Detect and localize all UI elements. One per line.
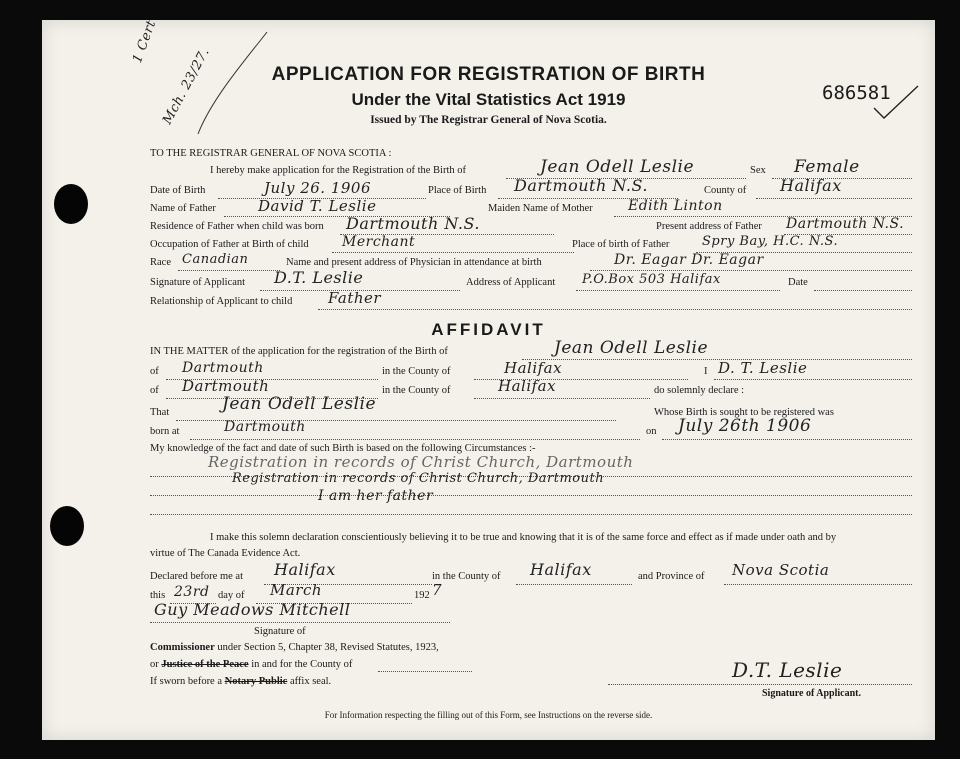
in-county-label-3: in the County of — [432, 571, 501, 582]
form-issuer: Issued by The Registrar General of Nova Scotia. — [370, 114, 607, 126]
declared-at-value: Halifax — [274, 560, 336, 579]
in-the-matter-label: IN THE MATTER of the application for the registration of the Birth of — [150, 346, 448, 357]
county-line-2 — [474, 398, 650, 399]
race-line — [178, 270, 280, 271]
margin-bracket-stroke — [192, 28, 272, 138]
born-on-value: July 26th 1906 — [678, 416, 812, 436]
affidavit-heading: AFFIDAVIT — [431, 320, 546, 339]
on-label: on — [646, 426, 657, 437]
relationship-value: Father — [328, 289, 382, 307]
race-label: Race — [150, 257, 171, 268]
county-line — [756, 198, 912, 199]
father-name-value: David T. Leslie — [258, 197, 377, 215]
place-birth-father-label: Place of birth of Father — [572, 239, 670, 250]
notary-line — [150, 676, 331, 688]
applicant-signature-line — [608, 684, 912, 685]
whose-birth-label: Whose Birth is sought to be registered was — [654, 407, 834, 418]
circumstance-rule-3 — [150, 514, 912, 515]
form-title: APPLICATION FOR REGISTRATION OF BIRTH — [271, 64, 706, 85]
do-solemnly-declare-label: do solemnly declare : — [654, 385, 745, 396]
circumstance-rule-2 — [150, 495, 912, 496]
declared-province-line — [724, 584, 912, 585]
physician-line — [590, 270, 912, 271]
race-value: Canadian — [182, 252, 249, 267]
affidavit-child-line — [522, 359, 912, 360]
address-applicant-line — [576, 290, 780, 291]
mother-maiden-name-label: Maiden Name of Mother — [488, 203, 593, 214]
born-at-line — [190, 439, 640, 440]
born-at-label: born at — [150, 426, 180, 437]
of-place-value-1: Dartmouth — [182, 360, 264, 376]
present-address-father-label: Present address of Father — [656, 221, 762, 232]
address-applicant-value: P.O.Box 503 Halifax — [582, 272, 721, 287]
county-value-1: Halifax — [504, 359, 563, 377]
of-label-1: of — [150, 366, 159, 377]
birth-registration-form — [42, 20, 935, 740]
commissioner-signature-line — [150, 622, 450, 623]
form-subtitle: Under the Vital Statistics Act 1919 — [351, 90, 626, 109]
notary-public-label: Notary Public — [224, 676, 288, 687]
date-line — [814, 290, 912, 291]
signature-applicant-label: Signature of Applicant — [150, 277, 246, 288]
circumstance-line-1: Registration in records of Christ Church, Dartmouth — [208, 453, 634, 471]
if-sworn-label: If sworn before a — [150, 676, 223, 687]
province-label: and Province of — [638, 571, 705, 582]
that-name-value: Jean Odell Leslie — [222, 394, 377, 414]
residence-father-value: Dartmouth N.S. — [346, 214, 480, 233]
i-label: I — [704, 366, 708, 377]
date-of-birth-value: July 26. 1906 — [264, 179, 372, 197]
born-at-value: Dartmouth — [224, 419, 306, 435]
justice-line — [150, 659, 352, 671]
this-label: this — [150, 590, 166, 601]
punch-hole-top — [54, 184, 88, 224]
in-county-label-1: in the County of — [382, 366, 451, 377]
date-label: Date — [788, 277, 808, 288]
punch-hole-bottom — [50, 506, 84, 546]
circumstance-line-3: I am her father — [318, 488, 434, 504]
commissioner-signature: Guy Meadows Mitchell — [154, 600, 351, 619]
affidavit-child-name: Jean Odell Leslie — [554, 338, 709, 358]
signature-of-label: Signature of — [254, 626, 306, 637]
that-label: That — [150, 407, 170, 418]
signature-applicant-value: D.T. Leslie — [274, 268, 364, 287]
place-of-birth-value: Dartmouth N.S. — [514, 176, 648, 195]
to-registrar-label: TO THE REGISTRAR GENERAL OF NOVA SCOTIA : — [150, 148, 392, 159]
of-label-2: of — [150, 385, 159, 396]
justice-county-line — [378, 671, 472, 672]
in-county-label-2: in the County of — [382, 385, 451, 396]
day-of-label: day of — [218, 590, 245, 601]
day-value: 23rd — [174, 584, 210, 600]
present-address-father-value: Dartmouth N.S. — [786, 216, 905, 232]
check-mark-icon — [872, 82, 922, 122]
affix-seal-label: affix seal. — [289, 676, 332, 687]
registration-number-stamp: 686581 — [822, 82, 891, 104]
commissioner-label: Commissioner — [150, 642, 215, 653]
occupation-father-value: Merchant — [342, 234, 416, 250]
of-place-value-2: Dartmouth — [182, 377, 270, 395]
place-of-birth-label: Place of Birth — [428, 185, 487, 196]
county-label: County of — [704, 185, 747, 196]
circumstance-line-2: Registration in records of Christ Church, Dartmouth — [232, 471, 605, 486]
county-value: Halifax — [780, 176, 842, 195]
declared-county-value: Halifax — [530, 560, 592, 579]
physician-value: Dr. Eagar Dr. Eagar — [614, 252, 764, 268]
solemn-declaration-line-1: I make this solemn declaration conscientiously believing it to be true and knowing that it is of the same force and effect as if made under oath and by — [210, 532, 837, 543]
declared-before-label: Declared before me at — [150, 571, 243, 582]
physician-label: Name and present address of Physician in attendance at birth — [286, 257, 542, 268]
applicant-signature-label: Signature of Applicant. — [762, 688, 861, 699]
declared-county-line — [516, 584, 632, 585]
sex-value: Female — [794, 157, 860, 177]
residence-father-label: Residence of Father when child was born — [150, 221, 324, 232]
place-birth-father-value: Spry Bay, H.C. N.S. — [702, 234, 839, 249]
margin-note-date: Mch. 23/27. — [160, 45, 213, 128]
sex-label: Sex — [750, 165, 766, 176]
year-prefix-label: 192 — [414, 590, 430, 601]
county-clause-label: in and for the County of — [251, 659, 353, 670]
mother-maiden-name-value: Edith Linton — [628, 198, 723, 214]
solemn-declaration-line-2: virtue of The Canada Evidence Act. — [150, 548, 301, 559]
declarant-value: D. T. Leslie — [718, 359, 808, 377]
commissioner-statute-label: under Section 5, Chapter 38, Revised Statutes, 1923, — [217, 642, 439, 653]
father-name-label: Name of Father — [150, 203, 216, 214]
or-label: or — [150, 659, 159, 670]
justice-of-peace-label: Justice of the Peace — [161, 659, 249, 670]
county-value-2: Halifax — [498, 377, 557, 395]
year-digit-value: 7 — [432, 581, 443, 599]
relationship-line — [318, 309, 912, 310]
relationship-label: Relationship of Applicant to child — [150, 296, 293, 307]
applicant-signature: D.T. Leslie — [732, 658, 843, 682]
occupation-father-line — [332, 252, 574, 253]
month-value: March — [270, 581, 323, 599]
child-name-value: Jean Odell Leslie — [540, 157, 695, 177]
born-on-line — [662, 439, 912, 440]
date-of-birth-label: Date of Birth — [150, 185, 206, 196]
footer-note: For Information respecting the filling out of this Form, see Instructions on the reverse side. — [324, 710, 653, 720]
declarant-line — [714, 379, 912, 380]
commissioner-line — [150, 642, 439, 654]
application-intro-label: I hereby make application for the Registration of the Birth of — [210, 165, 467, 176]
address-applicant-label: Address of Applicant — [466, 277, 556, 288]
declared-province-value: Nova Scotia — [732, 561, 830, 579]
knowledge-label: My knowledge of the fact and date of such Birth is based on the following Circumstances :- — [150, 443, 536, 454]
margin-note-cert: 1 Cert — [130, 18, 160, 66]
occupation-father-label: Occupation of Father at Birth of child — [150, 239, 309, 250]
